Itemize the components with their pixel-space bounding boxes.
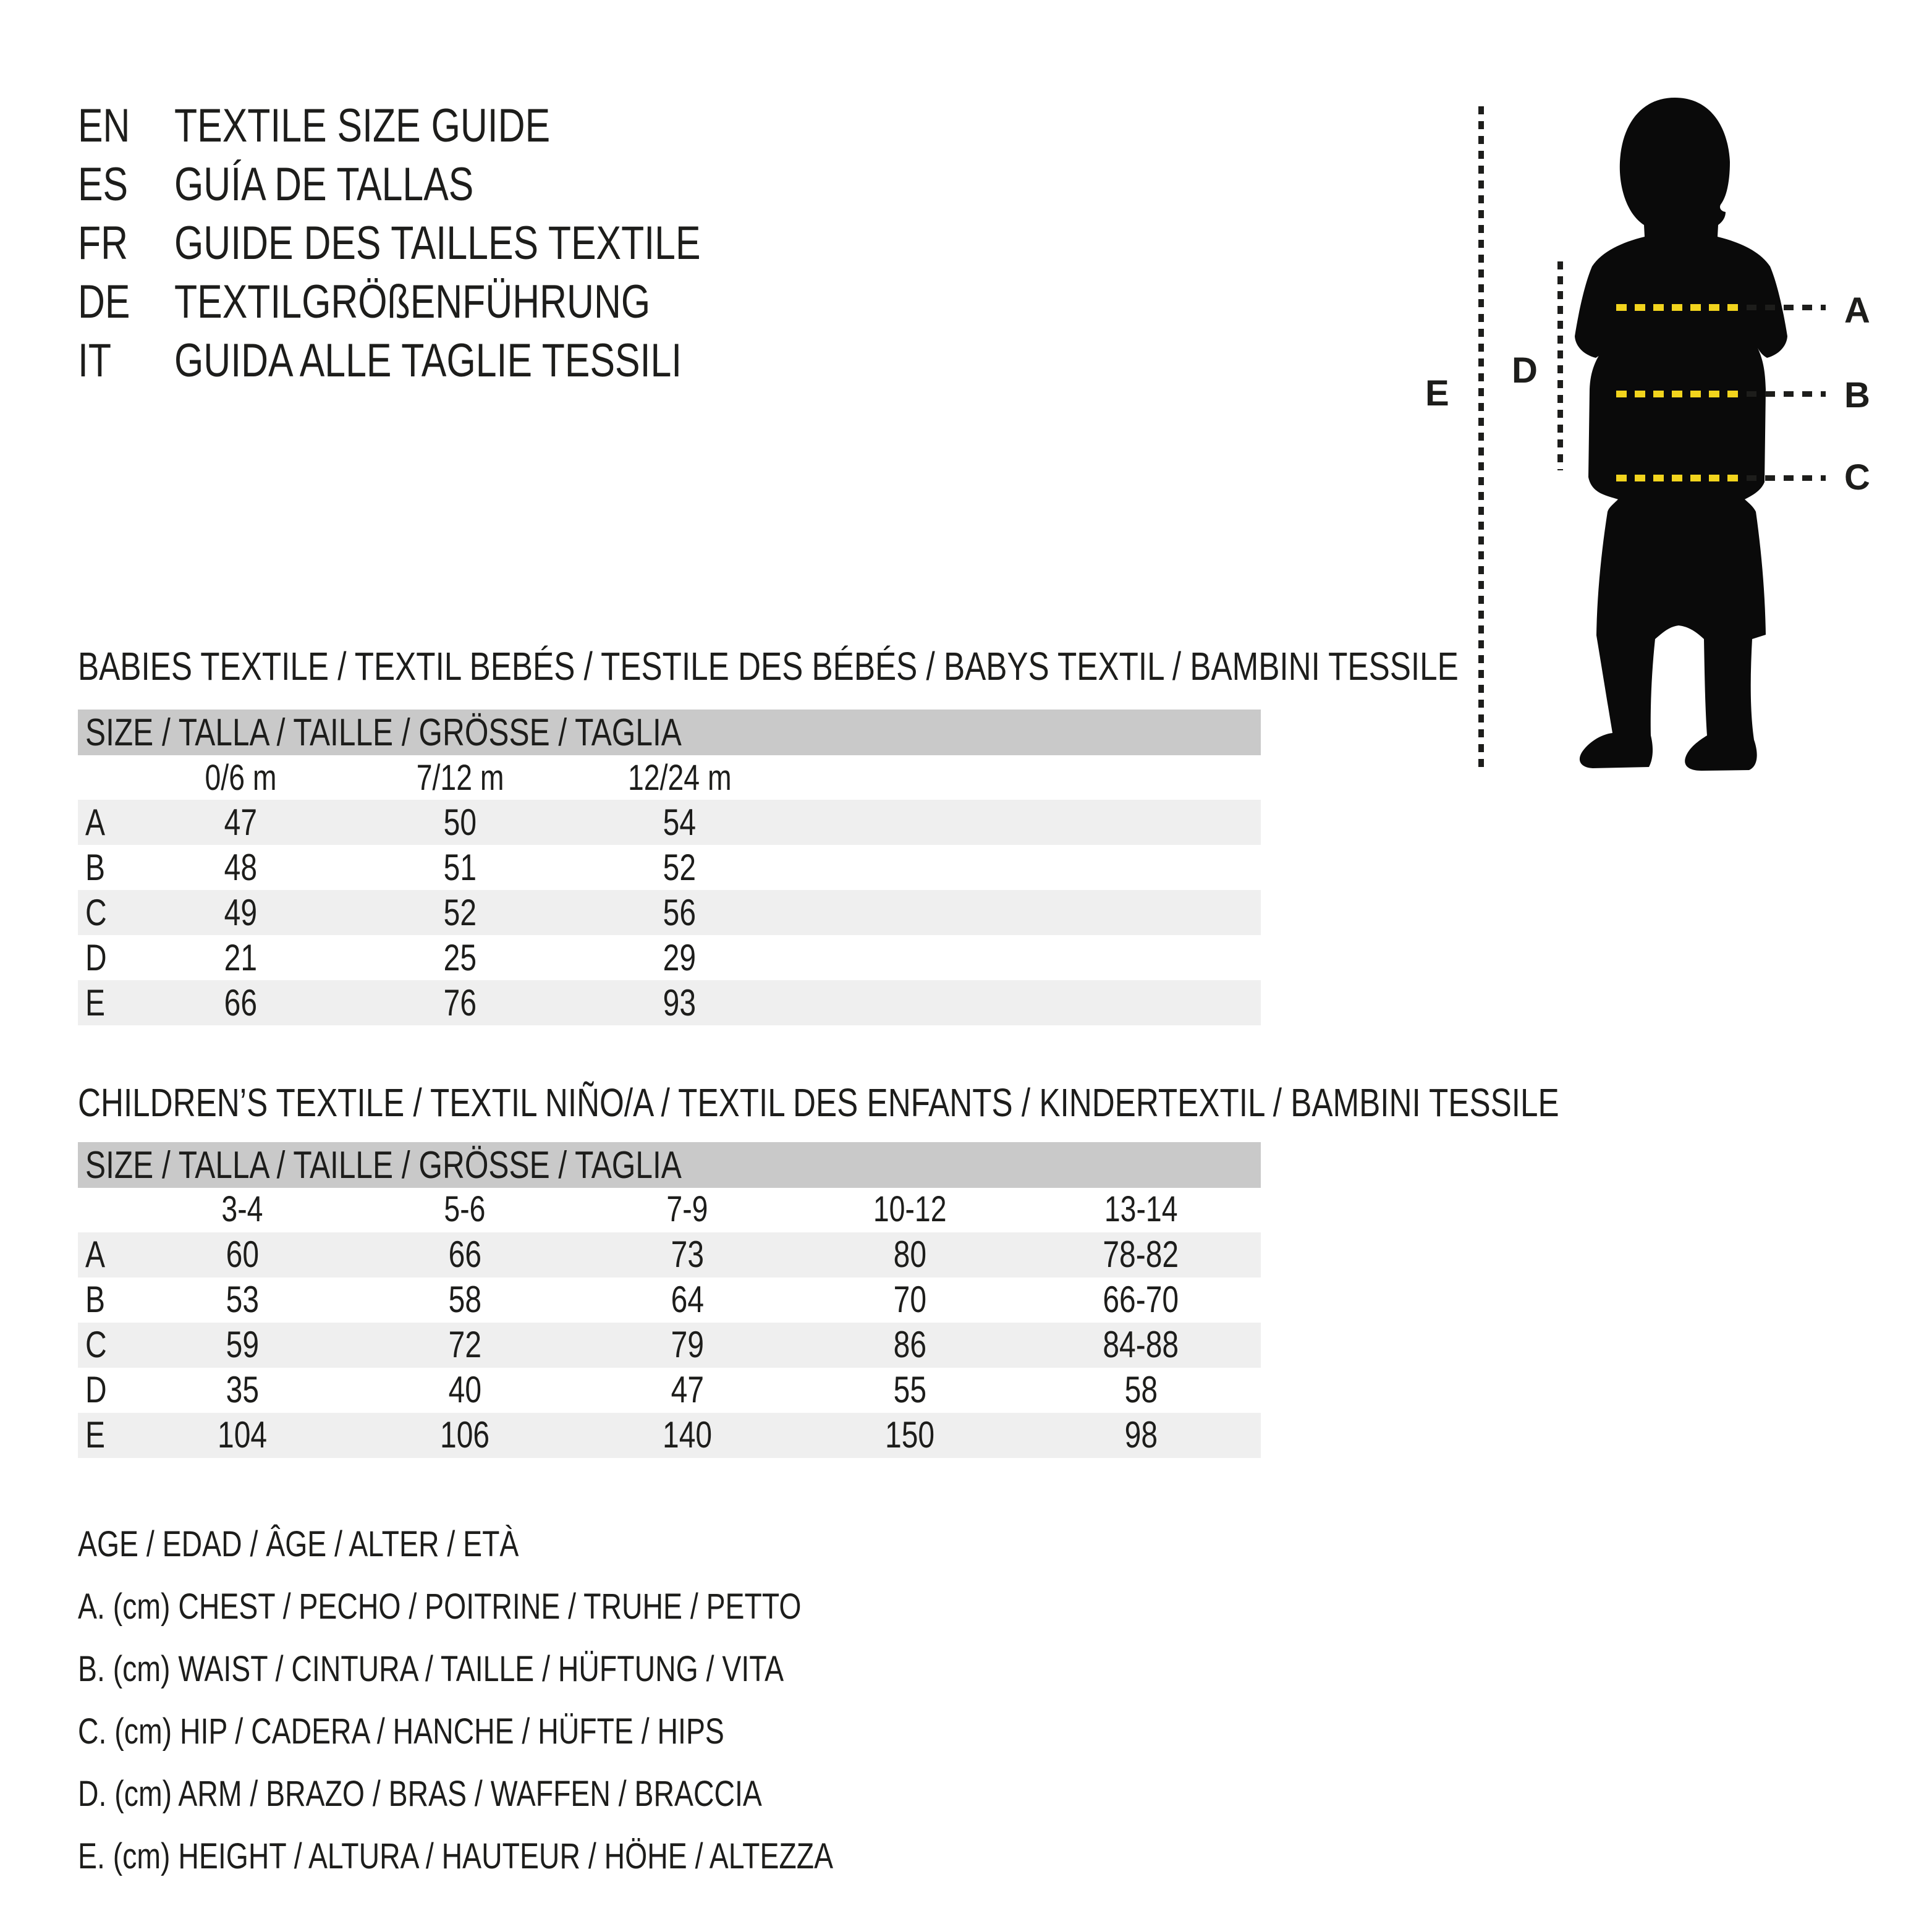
column-header: 3-4 [221, 1189, 263, 1230]
measurement-legend [78, 1513, 1022, 1888]
table-cell: 106 [439, 1414, 490, 1455]
table-cell: 150 [884, 1414, 935, 1455]
row-label: C [85, 892, 107, 933]
row-label: A [85, 1234, 106, 1275]
language-row [78, 155, 832, 214]
table-cell: 47 [224, 802, 258, 843]
language-row [78, 331, 832, 390]
table-cell: 29 [663, 937, 697, 978]
table-cell: 52 [443, 892, 477, 933]
table-row [78, 1323, 1261, 1368]
table-cell: 79 [671, 1324, 704, 1365]
table-cell: 35 [226, 1369, 259, 1410]
table-cell: 53 [226, 1279, 259, 1320]
figure-label-a: A [1844, 290, 1870, 331]
table-cell: 54 [663, 802, 697, 843]
table-cell: 93 [663, 982, 697, 1023]
table-cell: 25 [443, 937, 477, 978]
language-code: IT [78, 334, 112, 387]
row-label: D [85, 937, 107, 978]
table-cell: 49 [224, 892, 258, 933]
table-row [78, 980, 1261, 1025]
table-cell: 66 [448, 1234, 481, 1275]
table-row [78, 845, 1261, 890]
table-cell: 70 [893, 1279, 926, 1320]
language-title: GUÍA DE TALLAS [174, 158, 474, 211]
row-label: E [85, 1414, 106, 1455]
column-header: 5-6 [444, 1189, 486, 1230]
table-cell: 52 [663, 847, 697, 888]
language-code: FR [78, 217, 129, 269]
figure-label-e: E [1425, 373, 1449, 413]
language-title: TEXTILGRÖßENFÜHRUNG [174, 276, 651, 328]
table-cell: 50 [443, 802, 477, 843]
language-code: ES [78, 158, 129, 211]
table-cell: 56 [663, 892, 697, 933]
table-row [78, 1413, 1261, 1458]
table-cell: 80 [893, 1234, 926, 1275]
table-row [78, 890, 1261, 935]
leader-line-c [1747, 475, 1826, 481]
babies-column-headers [78, 755, 1261, 800]
language-title: TEXTILE SIZE GUIDE [174, 100, 551, 152]
waist-measure-line-b [1616, 391, 1742, 397]
legend-line-hip: C. (cm) HIP / CADERA / HANCHE / HÜFTE / HIPS [78, 1711, 724, 1752]
hip-measure-line-c [1616, 475, 1742, 481]
table-row [78, 935, 1261, 980]
language-row [78, 214, 832, 273]
leader-line-a [1747, 305, 1826, 310]
legend-line-height: E. (cm) HEIGHT / ALTURA / HAUTEUR / HÖHE / ALTEZZA [78, 1836, 834, 1876]
row-label: A [85, 802, 106, 843]
table-cell: 140 [662, 1414, 713, 1455]
column-header: 13-14 [1104, 1189, 1178, 1230]
arm-measure-line-d [1557, 261, 1563, 470]
table-row [78, 1232, 1261, 1277]
table-cell: 66 [224, 982, 258, 1023]
table-row [78, 1277, 1261, 1323]
table-cell: 86 [893, 1324, 926, 1365]
table-cell: 72 [448, 1324, 481, 1365]
figure-label-b: B [1844, 375, 1870, 415]
column-header: 7/12 m [416, 757, 504, 798]
column-header: 10-12 [873, 1189, 947, 1230]
table-cell: 104 [217, 1414, 268, 1455]
language-code: EN [78, 100, 130, 152]
column-header: 7-9 [666, 1189, 708, 1230]
table-cell: 48 [224, 847, 258, 888]
chest-measure-line-a [1616, 304, 1742, 311]
table-row [78, 1368, 1261, 1413]
row-label: C [85, 1324, 107, 1365]
children-section-heading: CHILDREN’S TEXTILE / TEXTIL NIÑO/A / TEXTIL DES ENFANTS / KINDERTEXTIL / BAMBINI TESSILE [78, 1080, 1559, 1125]
figure-label-d: D [1512, 350, 1538, 391]
legend-line-arm: D. (cm) ARM / BRAZO / BRAS / WAFFEN / BRACCIA [78, 1774, 762, 1814]
table-cell: 78-82 [1103, 1234, 1179, 1275]
table-cell: 47 [671, 1369, 704, 1410]
table-cell: 59 [226, 1324, 259, 1365]
leader-line-b [1747, 391, 1826, 397]
children-size-table [78, 1142, 1261, 1458]
table-cell: 76 [443, 982, 477, 1023]
table-cell: 64 [671, 1279, 704, 1320]
table-cell: 21 [224, 937, 258, 978]
children-column-headers [78, 1188, 1261, 1232]
babies-section-heading: BABIES TEXTILE / TEXTIL BEBÉS / TESTILE DES BÉBÉS / BABYS TEXTIL / BAMBINI TESSILE [78, 644, 1459, 688]
table-cell: 73 [671, 1234, 704, 1275]
table-cell: 58 [448, 1279, 481, 1320]
language-row [78, 273, 832, 331]
table-cell: 51 [443, 847, 477, 888]
table-cell: 66-70 [1103, 1279, 1179, 1320]
table-cell: 60 [226, 1234, 259, 1275]
legend-line-age: AGE / EDAD / ÂGE / ALTER / ETÀ [78, 1524, 519, 1564]
column-header: 12/24 m [627, 757, 732, 798]
column-header: 0/6 m [205, 757, 277, 798]
language-list [78, 96, 832, 390]
table-cell: 40 [448, 1369, 481, 1410]
row-label: B [85, 1279, 106, 1320]
table-cell: 58 [1124, 1369, 1158, 1410]
legend-line-chest: A. (cm) CHEST / PECHO / POITRINE / TRUHE / PETTO [78, 1587, 802, 1627]
table-cell: 98 [1124, 1414, 1158, 1455]
legend-line-waist: B. (cm) WAIST / CINTURA / TAILLE / HÜFTUNG / VITA [78, 1649, 784, 1689]
language-row [78, 96, 832, 155]
language-title: GUIDE DES TAILLES TEXTILE [174, 217, 701, 269]
babies-size-table [78, 710, 1261, 1025]
table-cell: 84-88 [1103, 1324, 1179, 1365]
children-size-header-band: SIZE / TALLA / TAILLE / GRÖSSE / TAGLIA [78, 1142, 1261, 1188]
row-label: D [85, 1369, 107, 1410]
table-row [78, 800, 1261, 845]
language-title: GUIDA ALLE TAGLIE TESSILI [174, 334, 682, 387]
row-label: E [85, 982, 106, 1023]
language-code: DE [78, 276, 130, 328]
figure-label-c: C [1844, 457, 1870, 498]
table-cell: 55 [893, 1369, 926, 1410]
row-label: B [85, 847, 106, 888]
babies-size-header-band: SIZE / TALLA / TAILLE / GRÖSSE / TAGLIA [78, 710, 1261, 755]
